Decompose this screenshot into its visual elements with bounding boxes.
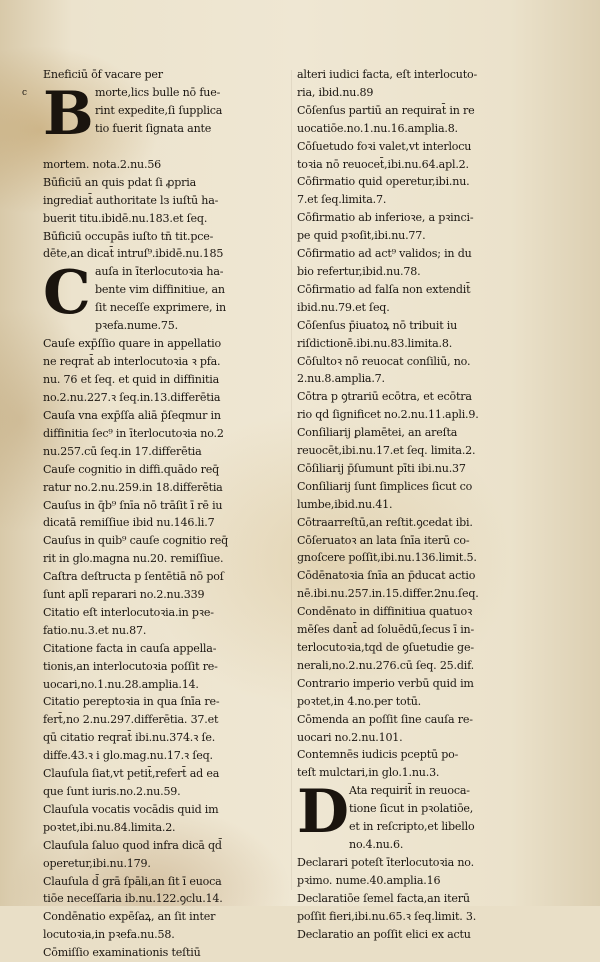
- index-entry-line: ratur no.2.nu.259.in 18.differētia: [43, 480, 223, 494]
- index-entry-line: Cōſenſus partiū an requirat̄ in re: [297, 103, 475, 117]
- page-number: c: [22, 88, 29, 98]
- index-entry-line: Declarari poteſt īterlocutoꝛia no.: [297, 856, 474, 870]
- index-entry-line: bio refertur,ibid.nu.78.: [297, 264, 421, 278]
- index-entry-line: Cōmiſſio examinationis teſtiū: [43, 946, 201, 960]
- index-entry-line: 7.et ſeq.limita.7.: [297, 193, 387, 207]
- index-entry-line: fatio.nu.3.et nu.87.: [43, 623, 147, 637]
- index-entry-line: bente vim diffinitiue, an: [95, 283, 225, 297]
- index-section-start: [43, 78, 291, 156]
- index-entry-line: ſit neceſſe exprimere, in: [95, 301, 226, 315]
- index-entry-line: Cauſus in quib⁹ cauſe cognitio req̄: [43, 534, 229, 548]
- index-section-start: [297, 777, 559, 854]
- index-entry-line: no.2.nu.227.ꝛ ſeq.in.13.differētia: [43, 391, 221, 405]
- index-entry-line: diffe.43.ꝛ i glo.mag.nu.17.ꝛ ſeq.: [43, 749, 213, 763]
- index-entry-line: Clauſula ſiat,vt petit̄,refert̄ ad ea: [43, 767, 220, 781]
- index-entry-line: nu.257.cū ſeq.in 17.differētia: [43, 444, 202, 458]
- index-entry-line: Citatio eſt interlocutoꝛia.in pꝛe-: [43, 605, 214, 619]
- index-entry-line: 2.nu.8.amplia.7.: [297, 372, 385, 386]
- index-entry-line: rint expedite,ſi ſupplica: [95, 103, 223, 117]
- index-entry-line: Citatione facta in cauſa appella-: [43, 641, 217, 655]
- index-entry-line: Eneficiū ōf vacare per: [43, 68, 163, 81]
- index-entry-line: uocatiōe.no.1.nu.16.amplia.8.: [297, 121, 458, 135]
- index-entry-line: poꝛtet,ibi.nu.84.limita.2.: [43, 820, 176, 834]
- index-entry-line: Cōfirmatio ad falſa non extendit̄: [297, 282, 471, 296]
- index-entry-line: Būficiū an quis pdat ſi ꝓpria: [43, 175, 197, 189]
- index-entry-line: ria, ibid.nu.89: [297, 85, 374, 99]
- index-entry-line: poſſit fieri,ibi.nu.65.ꝛ ſeq.limit. 3.: [297, 909, 477, 923]
- index-entry-line: no.4.nu.6.: [349, 837, 404, 851]
- index-entry-line: ibid.nu.79.et ſeq.: [297, 300, 390, 314]
- index-entry-line: uocari no.2.nu.101.: [297, 730, 403, 744]
- index-entry-line: Condēnato in diffinitiua quatuoꝛ: [297, 605, 473, 619]
- index-entry-line: et in reſcripto,et libello: [349, 820, 475, 834]
- index-entry-line: Declaratio an poſſit elici ex actu: [297, 927, 471, 941]
- index-entry-line: alteri iudici facta, eſt interlocuto-: [297, 68, 477, 81]
- index-entry-line: nu. 76 et ſeq. et quid in diffinitia: [43, 373, 220, 387]
- index-entry-line: Cōſuetudo foꝛi valet,vt interlocu: [297, 139, 472, 153]
- index-entry-line: Cauſa vna exp̄ſſa aliā p̄ſeqmur in: [43, 408, 221, 422]
- index-entry-line: mortem. nota.2.nu.56: [43, 157, 162, 171]
- index-entry-line: Cōſeruatoꝛ an lata ſnīa iterū co-: [297, 533, 470, 547]
- index-entry-line: fert̄,no 2.nu.297.differētia. 37.et: [43, 713, 219, 727]
- index-entry-line: riſdictionē.ibi.nu.83.limita.8.: [297, 336, 453, 350]
- index-entry-line: Cōtra p ꝯtrariū ecōtra, et ecōtra: [297, 390, 472, 404]
- index-entry-line: lumbe,ibid.nu.41.: [297, 497, 393, 511]
- index-entry-line: nē.ibi.nu.257.in.15.differ.2nu.ſeq.: [297, 587, 479, 601]
- index-entry-line: dēte,an dicat̄ intruſ⁹.ibidē.nu.185: [43, 247, 224, 261]
- index-entry-line: Clauſula d̄ grā ſpāli,an ſit ī euoca: [43, 874, 222, 888]
- left-column: [43, 66, 291, 962]
- index-entry-line: Conſiliarij ꝑlamētei, an areſta: [297, 426, 458, 440]
- index-entry-line: tionis,an interlocutoꝛia poſſit re-: [43, 659, 218, 673]
- index-entry-line: Cōdēnatoꝛia ſnīa an p̄ducat actio: [297, 569, 476, 583]
- index-entry-line: Cōſenſus p̄iuatoꝝ nō tribuit iu: [297, 318, 458, 332]
- index-entry-line: gnoſcere poſſit,ibi.nu.136.limit.5.: [297, 551, 477, 565]
- index-entry-line: tiōe neceſſaria ib.nu.122.ꝯclu.14.: [43, 892, 223, 906]
- index-entry-line: Clauſula ſaluo quod infra dicā qd̄: [43, 838, 222, 852]
- index-entry-line: Būficiū occupās iuſto tn̄ tit.pce-: [43, 229, 214, 243]
- dropcap-letter: B: [43, 78, 94, 149]
- index-entry-line: nerali,no.2.nu.276.cū ſeq. 25.dif.: [297, 658, 474, 672]
- index-entry-line: auſa in īterlocutoꝛia ha-: [95, 265, 224, 279]
- index-entry-line: Condēnatio expēſaꝝ, an ſit inter: [43, 910, 216, 924]
- index-entry-line: ſunt aplī reparari no.2.nu.339: [43, 588, 205, 602]
- index-entry-line: Citatio pereptoꝛia in qua ſnīa re-: [43, 695, 220, 709]
- index-entry-line: pꝛefa.nume.75.: [95, 319, 178, 333]
- index-entry-line: Cōfirmatio ab inferioꝛe, a pꝛinci-: [297, 211, 474, 225]
- index-entry-line: Caſtra deſtructa p ſentētiā nō poſ: [43, 570, 224, 584]
- index-entry-line: Cōmenda an poſſit ſine cauſa re-: [297, 712, 473, 726]
- dropcap-letter: C: [43, 258, 91, 329]
- index-entry-line: ne reqrat̄ ab interlocutoꝛia ꝛ pfa.: [43, 355, 221, 369]
- index-entry-line: Cōſiliarij p̄ſumunt pīti ibi.nu.37: [297, 461, 466, 475]
- index-entry-line: mēſes dant̄ ad ſoluēdū,ſecus ī in-: [297, 623, 475, 637]
- index-entry-line: Cauſus in q̄b⁹ ſnīa nō trāſit ī rē iu: [43, 498, 223, 512]
- index-entry-line: tio fuerit ſignata ante: [95, 121, 212, 135]
- index-entry-line: Cauſe cognitio in diffi.quādo req̄: [43, 462, 220, 476]
- index-entry-line: morte,lics bulle nō fue-: [95, 85, 221, 99]
- index-entry-line: que ſunt iuris.no.2.nu.59.: [43, 785, 181, 798]
- index-entry-line: pe quid pꝛoſit,ibi.nu.77.: [297, 229, 426, 243]
- index-entry-line: buerit titu.ibidē.nu.183.et ſeq.: [43, 211, 208, 225]
- index-entry-line: toꝛia nō reuocet̄,ibi.nu.64.apl.2.: [297, 157, 469, 171]
- index-entry-line: tione ſicut in pꝛolatiōe,: [349, 802, 474, 816]
- index-entry-line: locutoꝛia,in pꝛefa.nu.58.: [43, 928, 175, 942]
- index-entry-line: Cōſultoꝛ nō reuocat conſiliū, no.: [297, 354, 471, 368]
- index-entry-line: Cauſe exp̄ſſio quare in appellatio: [43, 337, 221, 351]
- index-entry-line: Cōtraarreſtū,an reſtit.ꝯcedat ibi.: [297, 515, 473, 529]
- index-entry-line: pꝛimo. nume.40.amplia.16: [297, 874, 441, 888]
- index-section-start: [43, 258, 291, 335]
- index-entry-line: Ata requirit̄ in reuoca-: [349, 784, 470, 798]
- index-entry-line: rio qd ſignificet no.2.nu.11.apli.9.: [297, 408, 479, 422]
- index-entry-line: uocari,no.1.nu.28.amplia.14.: [43, 677, 199, 691]
- index-entry-line: poꝛtet,in 4.no.per totū.: [297, 694, 421, 708]
- index-entry-line: Cōfirmatio quid operetur,ibi.nu.: [297, 175, 470, 189]
- dropcap-letter: D: [297, 777, 349, 848]
- index-entry-line: operetur,ibi.nu.179.: [43, 856, 151, 870]
- index-entry-line: dicatā remiſſiue ibid nu.146.li.7: [43, 516, 215, 530]
- index-entry-line: Cōfirmatio ad act⁹ validos; in du: [297, 247, 472, 261]
- index-entry-line: diffinitia ſec⁹ in īterlocutoꝛia no.2: [43, 426, 224, 440]
- index-entry-line: Conſiliarij ſunt ſimplices ſicut co: [297, 479, 473, 493]
- index-entry-line: teſt mulctari,in glo.1.nu.3.: [297, 766, 440, 780]
- index-entry-line: qū citatio reqrat̄ ibi.nu.374.ꝛ ſe.: [43, 731, 216, 745]
- index-entry-line: ingrediat̄ authoritate lз iuſtū ha-: [43, 193, 219, 207]
- index-entry-line: Clauſula vocatis vocādis quid im: [43, 802, 219, 816]
- column-gutter: [291, 70, 292, 890]
- index-entry-line: terlocutoꝛia,tqd de ꝯſuetudie ge-: [297, 641, 474, 654]
- index-entry-line: Declaratiōe ſemel facta,an iterū: [297, 892, 470, 906]
- index-entry-line: Contrario imperio verbū quid im: [297, 676, 474, 690]
- right-column: [297, 66, 559, 944]
- index-entry-line: rit in glo.magna nu.20. remiſſiue.: [43, 552, 224, 566]
- index-entry-line: Contemnēs iudicis pceptū po-: [297, 748, 459, 762]
- index-entry-line: reuocēt,ibi.nu.17.et ſeq. limita.2.: [297, 444, 476, 458]
